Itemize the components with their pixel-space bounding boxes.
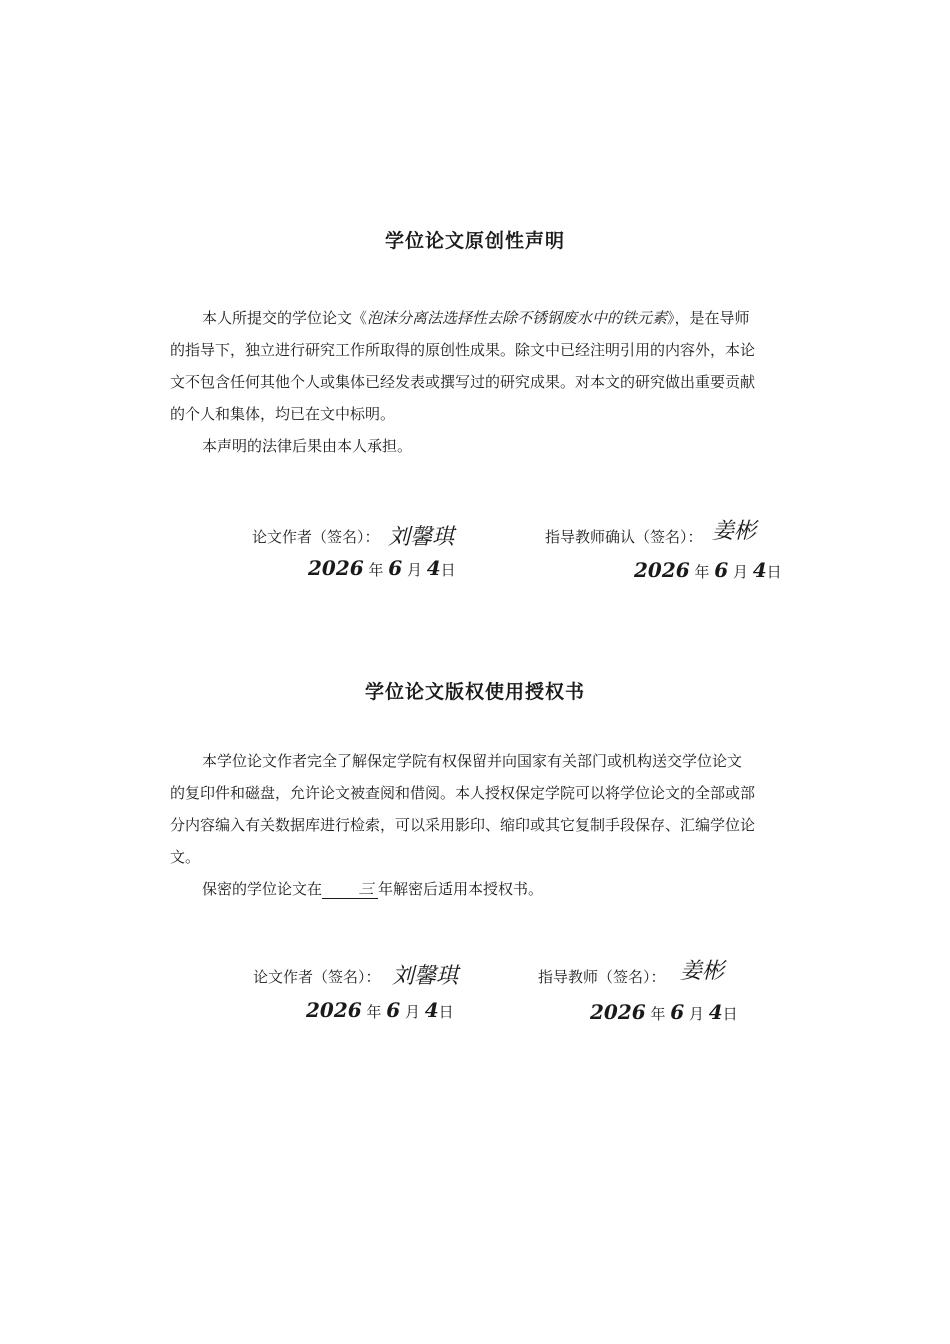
statement-line-4: 的个人和集体，均已在文中标明。 <box>170 405 396 423</box>
statement-author-label: 论文作者（签名）： <box>252 528 380 546</box>
statement-author-date: 2026 年 6 月 4日 <box>308 556 456 580</box>
authorization-author-signature: 刘馨琪 <box>392 964 459 989</box>
statement-author-signature: 刘馨琪 <box>388 525 455 550</box>
statement-line-5: 本声明的法律后果由本人承担。 <box>202 437 413 455</box>
authorization-author-label: 论文作者（签名）： <box>253 968 381 986</box>
authorization-body <box>170 745 780 905</box>
authorization-advisor-signature: 姜彬 <box>680 959 725 984</box>
statement-advisor-label: 指导教师确认（签名）： <box>545 528 703 546</box>
authorization-advisor-date: 2026 年 6 月 4日 <box>590 1000 738 1024</box>
authorization-line-3: 分内容编入有关数据库进行检索，可以采用影印、缩印或其它复制手段保存、汇编学位论 <box>170 816 756 834</box>
authorization-title: 学位论文版权使用授权书 <box>364 681 585 703</box>
statement-line-1: 本人所提交的学位论文《泡沫分离法选择性去除不锈钢废水中的铁元素》，是在导师 <box>202 309 750 327</box>
statement-body <box>170 302 780 462</box>
secret-years-field: 三 <box>322 880 378 899</box>
authorization-line-5: 保密的学位论文在 三 年解密后适用本授权书。 <box>202 880 544 898</box>
authorization-advisor-label: 指导教师（签名）： <box>538 968 666 986</box>
statement-title: 学位论文原创性声明 <box>384 230 565 252</box>
statement-advisor-date: 2026 年 6 月 4日 <box>634 558 782 582</box>
authorization-line-2: 的复印件和磁盘，允许论文被查阅和借阅。本人授权保定学院可以将学位论文的全部或部 <box>170 784 756 802</box>
authorization-line-4: 文。 <box>170 848 201 866</box>
authorization-author-date: 2026 年 6 月 4日 <box>306 998 454 1022</box>
statement-line-3: 文不包含任何其他个人或集体已经发表或撰写过的研究成果。对本文的研究做出重要贡献 <box>170 373 756 391</box>
thesis-title-handwritten: 泡沫分离法选择性去除不锈钢废水中的铁元素 <box>367 309 668 327</box>
statement-line-2: 的指导下，独立进行研究工作所取得的原创性成果。除文中已经注明引用的内容外，本论 <box>170 341 756 359</box>
authorization-line-1: 本学位论文作者完全了解保定学院有权保留并向国家有关部门或机构送交学位论文 <box>202 752 743 770</box>
statement-advisor-signature: 姜彬 <box>712 519 757 544</box>
